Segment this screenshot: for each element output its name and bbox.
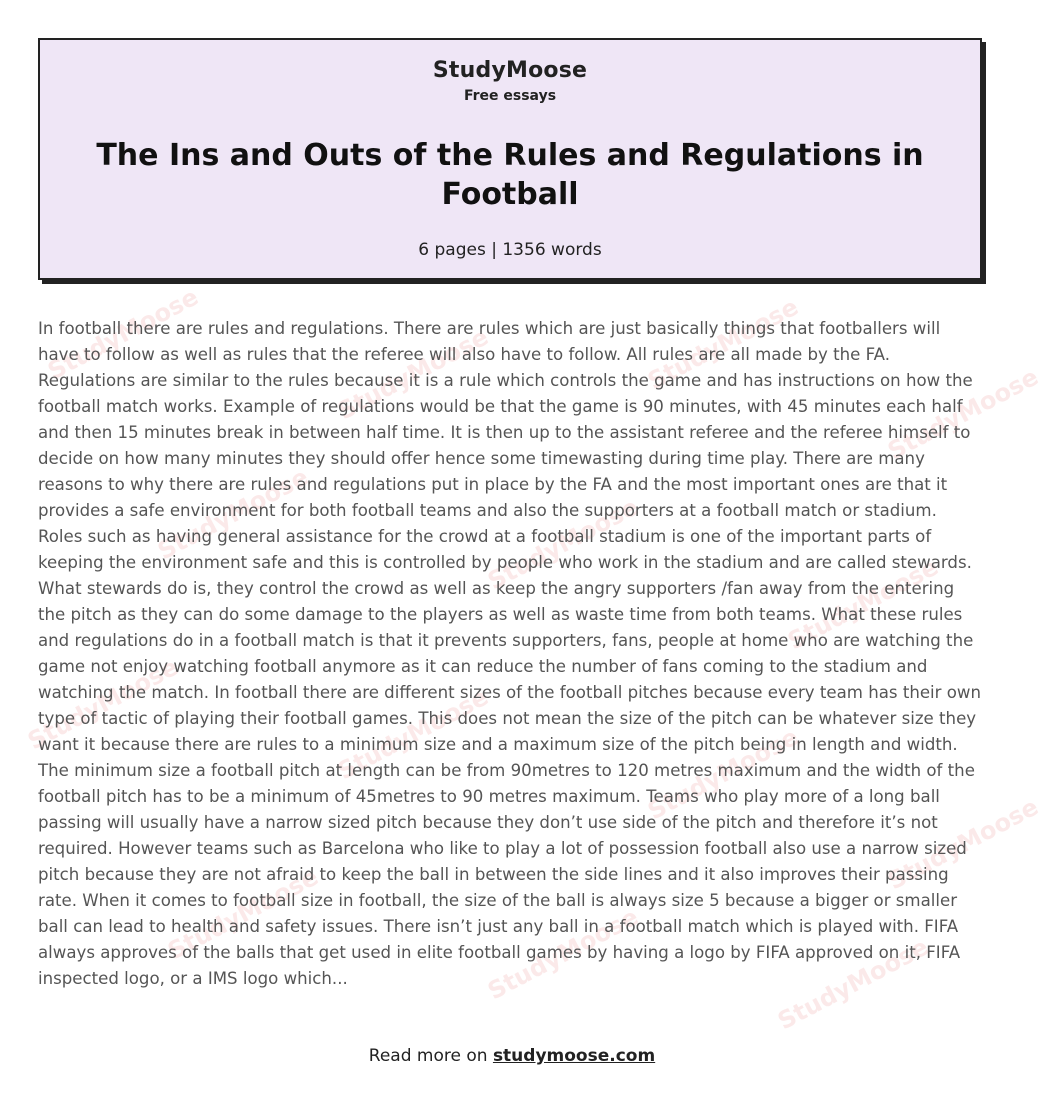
document-meta: 6 pages | 1356 words (418, 240, 602, 260)
essay-header-card (38, 38, 982, 280)
watermark: StudyMoose (23, 652, 183, 756)
watermark: StudyMoose (483, 492, 643, 596)
page-title: The Ins and Outs of the Rules and Regulations in Football (96, 138, 924, 212)
watermark: StudyMoose (643, 722, 803, 826)
brand-name: StudyMoose (432, 58, 588, 83)
brand-tagline: Free essays (463, 88, 557, 104)
watermark: StudyMoose (643, 292, 803, 396)
watermark: StudyMoose (333, 322, 493, 426)
watermark: StudyMoose (153, 462, 313, 566)
watermark: StudyMoose (883, 792, 1043, 896)
watermark: StudyMoose (883, 362, 1043, 466)
watermark: StudyMoose (783, 552, 943, 656)
read-more-line (0, 1046, 1024, 1066)
essay-body-text: In football there are rules and regulations. There are rules which are just basically things that footballers will have to follow as well as rules that the referee will also have to follow. All rules are all made by the FA. Regulations are similar to the rules because it is a rule which controls the game and has instructions on how the football match works. Example of regulations would be that the game is 90 minutes, with 45 minutes each half and then 15 minutes break in between half time. It is then up to the assistant referee and the referee himself to decide on how many minutes they should offer hence some timewasting during time play. There are many reasons to why there are rules and regulations put in place by the FA and the most important ones are that it provides a safe environment for both football teams and also the supporters at a football match or stadium. Roles such as having general assistance for the crowd at a football stadium is one of the important parts of keeping the environment safe and this is controlled by people who work in the stadium and are called stewards. What stewards do is, they control the crowd as well as keep the angry supporters /fan away from the entering the pitch as they can do some damage to the players as well as waste time from both teams. What these rules and regulations do in a football match is that it prevents supporters, fans, people at home who are watching the game not enjoy watching football anymore as it can reduce the number of fans coming to the stadium and watching the match. In football there are different sizes of the football pitches because every team has their own type of tactic of playing their football games. This does not mean the size of the pitch can be whatever size they want it because there are rules to a minimum size and a maximum size of the pitch being in length and width. The minimum size a football pitch at length can be from 90metres to 120 metres maximum and the width of the football pitch has to be a minimum of 45metres to 90 metres maximum. Teams who play more of a long ball passing will usually have a narrow sized pitch because they don’t use side of the pitch and therefore it’s not required. However teams such as Barcelona who like to play a lot of possession football also use a narrow sized pitch because they are not afraid to keep the ball in between the side lines and it also improves their passing rate. When it comes to football size in football, the size of the ball is always size 5 because a bigger or smaller ball can lead to health and safety issues. There isn’t just any ball in a football match which is played with. FIFA always approves of the balls that get used in elite football games by having a logo by FIFA approved on it, FIFA inspected logo, or a IMS logo which... (38, 319, 982, 988)
watermark: StudyMoose (43, 282, 203, 386)
watermark: StudyMoose (333, 682, 493, 786)
watermark: StudyMoose (773, 932, 933, 1036)
studymoose-link[interactable]: studymoose.com (492, 1046, 656, 1066)
read-more-prefix: Read more on (368, 1046, 493, 1066)
watermark: StudyMoose (163, 862, 323, 966)
watermark: StudyMoose (483, 902, 643, 1006)
